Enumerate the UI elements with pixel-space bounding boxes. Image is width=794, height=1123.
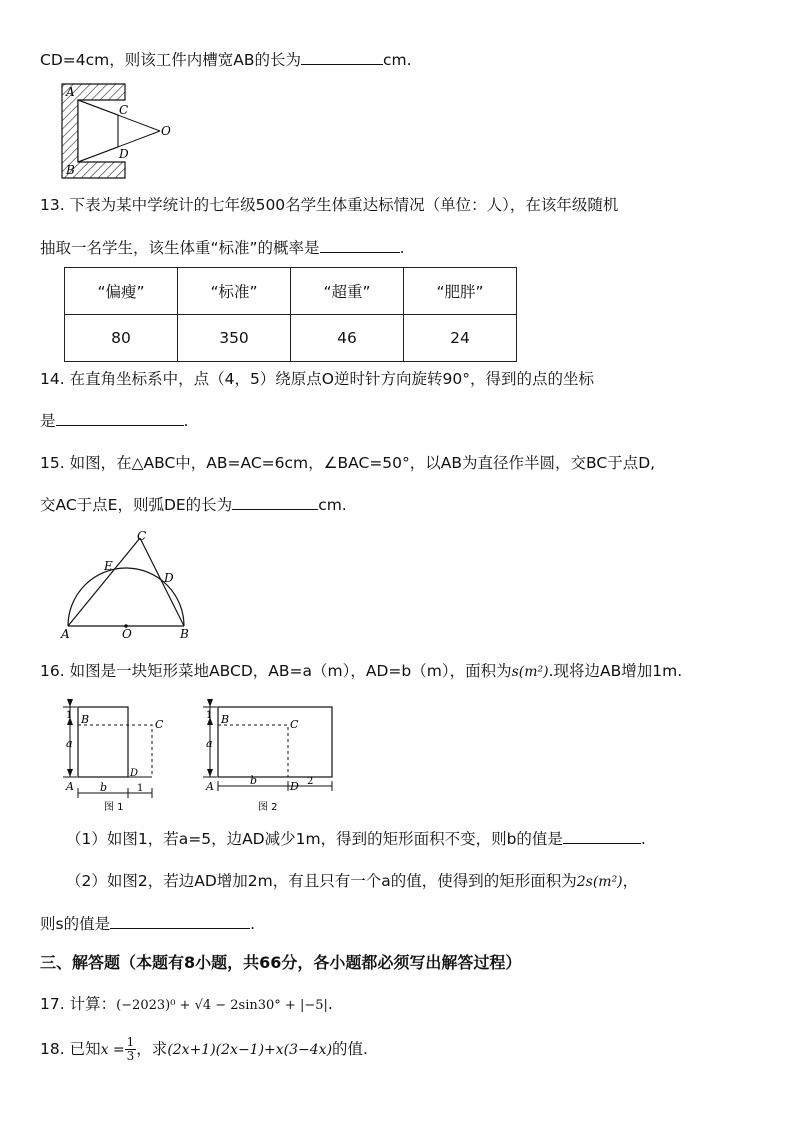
q16-fig1-label-a-pt: A (66, 780, 74, 793)
q15-label-d: D (164, 571, 174, 585)
q16-fig2-label-1: 1 (206, 710, 213, 721)
q16-fig2-label-b: b (250, 774, 258, 787)
q16-fig1-label-c: C (155, 718, 164, 731)
q14-line2-pre: 是 (40, 412, 56, 430)
q16-fig2-label-a-pt: A (206, 780, 214, 793)
q16-fig2-rect (218, 707, 332, 777)
q16-fig1-label-b: b (100, 781, 108, 794)
q13-line1: 13. 下表为某中学统计的七年级500名学生体重达标情况（单位：人），在该年级随机 (40, 196, 619, 214)
q16-fig2-label-b-pt: B (221, 713, 230, 726)
q15-label-o: O (122, 627, 132, 641)
q12-label-b: B (66, 163, 75, 177)
q16-part2-answer-blank[interactable] (110, 913, 250, 929)
q16-fig2-dashed (218, 725, 288, 777)
q16-fig2-label-d: D (290, 780, 299, 793)
q16-part1-pre: （1）如图1，若a=5，边AD减少1m，得到的矩形面积不变，则b的值是 (66, 830, 563, 848)
q15-bc (140, 538, 184, 626)
q16-part2-math: 2s(m²) (576, 874, 623, 890)
q14-line2-post: . (183, 412, 189, 430)
table-row (65, 268, 517, 315)
q12-triangle (78, 100, 118, 162)
q13-header-cell: “超重” (291, 268, 404, 315)
q18-x-eq: x = (100, 1042, 125, 1058)
q16-part1-answer-blank[interactable] (563, 828, 641, 844)
q14-line2 (40, 410, 188, 432)
q13-line2 (40, 237, 405, 259)
q16-area: s(m²) (511, 664, 549, 680)
q17-expr: (−2023)⁰ + √4 − 2sin30° + |−5| (116, 998, 328, 1013)
q15-label-c: C (137, 529, 147, 543)
q18-frac-num: 1 (126, 1035, 135, 1049)
q12-answer-blank[interactable] (301, 49, 383, 65)
q18-expr: (2x+1)(2x−1)+x(3−4x) (167, 1042, 333, 1058)
q16-fig1-label-d: D (130, 768, 139, 779)
q16-fig1-label-1: 1 (66, 710, 73, 721)
q16-part2-line2 (40, 913, 255, 935)
q13-answer-blank[interactable] (320, 237, 400, 253)
q12-label-o: O (161, 124, 171, 138)
table-row (65, 315, 517, 362)
section3-title: 三、解答题（本题有8小题，共66分，各小题都必须写出解答过程） (40, 953, 522, 972)
q16-line1-post: .现将边AB增加1m. (548, 662, 683, 680)
q13-line2-pre: 抽取一名学生，该生体重“标准”的概率是 (40, 239, 320, 257)
q16-figure-1 (60, 695, 190, 813)
q17-label: 17. 计算： (40, 995, 117, 1013)
q18-mid: ，求 (136, 1040, 168, 1058)
q15-label-a: A (61, 627, 70, 641)
q18-fraction (125, 1036, 137, 1063)
q12-text (40, 49, 412, 71)
q14-line1: 14. 在直角坐标系中，点（4，5）绕原点O逆时针方向旋转90°，得到的点的坐标 (40, 370, 594, 388)
q18-post: 的值. (332, 1040, 368, 1058)
q16-part2-line2-pre: 则s的值是 (40, 915, 111, 933)
q16-fig2-label-c: C (290, 718, 299, 731)
q16-part1-post: . (640, 830, 646, 848)
q15-label-e: E (104, 559, 113, 573)
q13-header-cell: “标准” (178, 268, 291, 315)
q15-line2-post: cm. (318, 496, 347, 514)
q13-value-cell: 46 (291, 315, 404, 362)
q16-line1-pre: 16. 如图是一块矩形菜地ABCD，AB=a（m），AD=b（m），面积为 (40, 662, 512, 680)
q13-value-cell: 80 (65, 315, 178, 362)
q16-fig1-caption: 图 1 (104, 802, 124, 813)
q16-line1 (40, 660, 682, 683)
q16-fig1-dashed (78, 725, 152, 777)
q16-part1 (66, 828, 646, 850)
q15-line2-pre: 交AC于点E，则弧DE的长为 (40, 496, 233, 514)
q15-line2 (40, 494, 347, 516)
q16-part2 (66, 870, 638, 893)
q13-line2-post: . (399, 239, 405, 257)
q16-fig2-caption: 图 2 (258, 802, 278, 813)
q13-header-cell: “偏瘦” (65, 268, 178, 315)
q13-header-cell: “肥胖” (404, 268, 517, 315)
q15-answer-blank[interactable] (232, 494, 318, 510)
q16-part2-post: ， (622, 872, 639, 890)
q16-fig1-label-a: a (66, 737, 73, 750)
q12-figure (58, 82, 178, 182)
q17-line (40, 993, 333, 1017)
q15-line1: 15. 如图，在△ABC中，AB=AC=6cm，∠BAC=50°，以AB为直径作半圆，交BC于点D, (40, 454, 656, 472)
q18-line (40, 1036, 368, 1063)
q16-fig2-label-a: a (206, 737, 213, 750)
q15-ac (68, 538, 140, 626)
q16-part2-pre: （2）如图2，若边AD增加2m，有且只有一个a的值，使得到的矩形面积为 (66, 872, 577, 890)
q13-value-cell: 350 (178, 315, 291, 362)
q12-text-post: cm. (382, 51, 412, 69)
q12-label-c: C (119, 103, 129, 117)
q12-text-pre: CD=4cm，则该工件内槽宽AB的长为 (40, 51, 301, 69)
q18-label: 18. 已知 (40, 1040, 101, 1058)
q14-answer-blank[interactable] (56, 410, 184, 426)
q13-table (64, 267, 517, 362)
q17-post: . (327, 995, 333, 1013)
q16-part2-line2-post: . (250, 915, 256, 933)
q16-fig1-label-1b: 1 (137, 783, 144, 794)
q12-label-d: D (119, 147, 129, 161)
q13-value-cell: 24 (404, 315, 517, 362)
q12-label-a: A (66, 85, 75, 99)
q16-fig1-label-b-pt: B (81, 713, 90, 726)
q18-frac-den: 3 (126, 1049, 135, 1063)
q15-figure (60, 530, 200, 642)
q16-figure-2 (200, 695, 350, 813)
q15-label-b: B (180, 627, 189, 641)
q16-fig2-label-2: 2 (307, 776, 314, 787)
